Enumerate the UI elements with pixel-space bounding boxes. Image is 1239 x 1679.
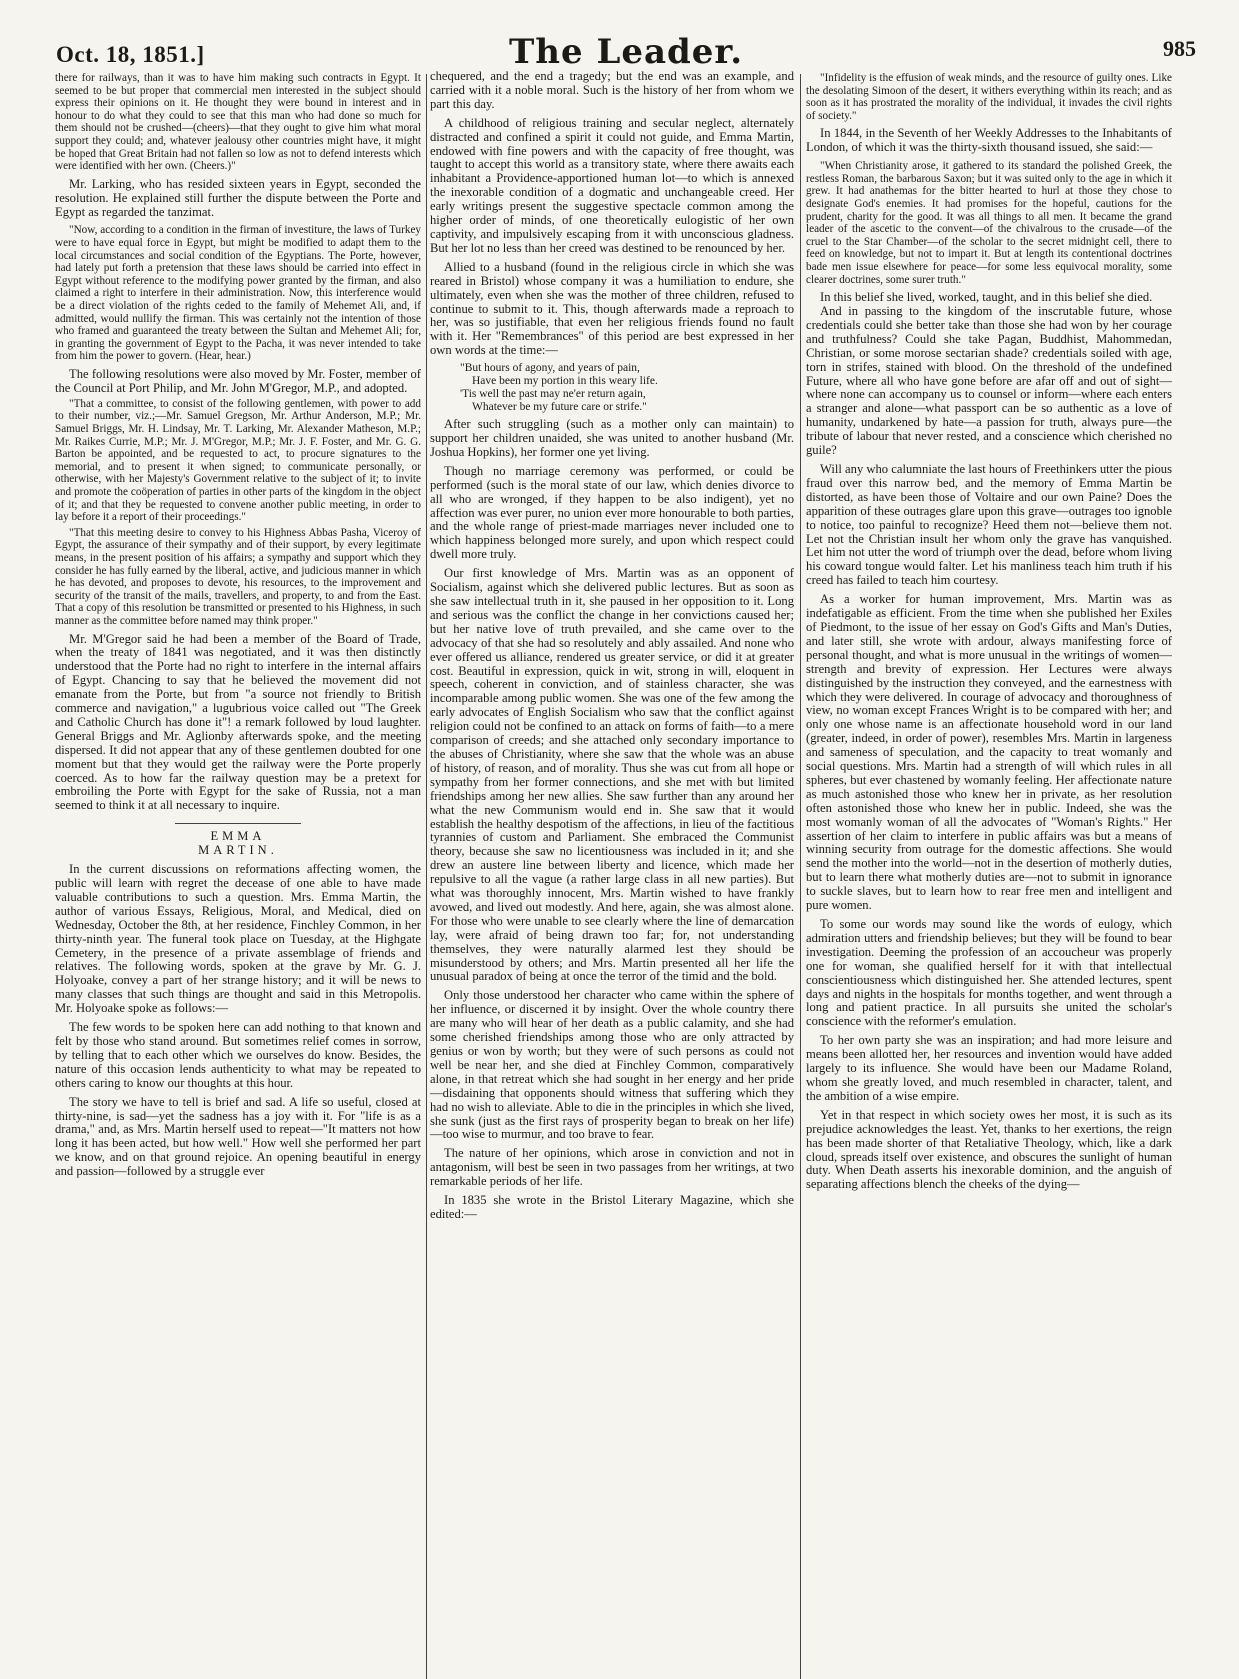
paragraph: Mr. Larking, who has resided sixteen years in Egypt, seconded the resolution. He explained still further the dispute between the Porte and Egypt as regarded the tanzimat.	[55, 176, 421, 219]
paragraph: Yet in that respect in which society owes her most, it is such as its prejudice acknowledges the least. Yet, thanks to her exertions, the reign has been made shorter of that Retaliative Theology, which, like a dark cloud, spreads itself over existence, and obscures the sunlight of human duty. When Death asserts his inexorable dominion, and the anguish of separating affections blench the cheeks of the dying—	[806, 1107, 1172, 1192]
page-header	[56, 28, 1196, 76]
poem	[460, 362, 794, 414]
paragraph: Mr. M'Gregor said he had been a member of the Board of Trade, when the treaty of 1841 was negotiated, and it was then distinctly understood that the Porte had no right to interfere in the internal affairs of Egypt. Chancing to say that he believed the movement did not emanate from the Porte, but from "a source not friendly to British commerce and navigation," a lugubrious voice called out "The Greek and Catholic Church has done it"! a remark followed by loud laughter. General Briggs and Mr. Aglionby afterwards spoke, and the meeting dispersed. It did not appear that any of these gentlemen doubted for one moment but that they would get the railway were the Porte properly coerced. As to how far the railway question may be a pretext for embroiling the Porte with Egypt for the sake of Russia, not a man seemed to think it at all necessary to inquire.	[55, 631, 421, 813]
paragraph: there for railways, than it was to have him making such contracts in Egypt. It seemed to be but proper that commercial men interested in the subject should express their opinions on it. He thought they were bound in interest and in honour to do what they could to see that this man who had done so much for them should not be crushed—(cheers)—that they ought to give him what moral support they could; and, whatever jealousy other countries might have, it might be hoped that Great Britain had not fallen so low as not to defend interests which were identified with her own. (Cheers.)"	[55, 72, 421, 173]
page-number: 985	[1163, 36, 1196, 61]
paragraph: And in passing to the kingdom of the inscrutable future, whose credentials could she better take than those she had won by her courage and truthfulness? Could she take Pagan, Buddhist, Mahommedan, Christian, or some morose sectarian shade? credentials soiled with age, torn in strifes, stained with blood. On the threshold of the undefined Future, where all who have gone before are afar off and out of sight—where none can accompany us to counsel or inform—where each enters a stranger and alone—what passport can be so authentic as a love of humanity, undarkened by hate—a passion for truth, always pure—the tribute of labour that never rested, and a conscience which cherished no guile?	[806, 304, 1172, 458]
quote-paragraph: "Now, according to a condition in the firman of investiture, the laws of Turkey were to have equal force in Egypt, but might be modified to adapt them to the local circumstances and social condition of the Egyptians. The Porte, however, had lately put forth a pretension that these laws should be carried into effect in Egypt without reference to the modifying power granted by the firman, and also claimed a right to interfere in their administration. Now, this interference would be a direct violation of the rights ceded to the family of Mehemet Ali, and, if admitted, would nullify the firman. This was certainly not the intention of those who framed and guaranteed the treaty between the Sultan and Mehemet Ali; for, in granting the government of Egypt to the Pacha, it was never intended to take from him the power to govern. (Hear, hear.)	[55, 224, 421, 363]
paragraph: In the current discussions on reformations affecting women, the public will learn with regret the decease of one able to have made valuable contributions to such a question. Mrs. Emma Martin, the author of various Essays, Religious, Moral, and Medical, died on Wednesday, October the 8th, at her residence, Finchley Common, in her thirty-ninth year. The funeral took place on Tuesday, at the Highgate Cemetery, in the presence of a private assemblage of friends and relatives. The following words, spoken at the grave by Mr. G. J. Holyoake, convey a part of her strange history; and it will be news to many classes that such things are thought and said in this Metropolis. Mr. Holyoake spoke as follows:—	[55, 862, 421, 1016]
quote-paragraph: "Infidelity is the effusion of weak minds, and the resource of guilty ones. Like the desolating Simoon of the desert, it withers everything within its reach; and as soon as it has prostrated the morality of the individual, it invades the civil rights of society."	[806, 72, 1172, 122]
paragraph: A childhood of religious training and secular neglect, alternately distracted and confined a spirit it could not guide, and Emma Martin, endowed with fine powers and with the capacity of free thought, was taught to accept this world as a transitory state, where there awaits each inhabitant a Providence-apportioned human lot—to which is annexed the inexorable condition of a dogmatic and unchangeable creed. Her early writings present the suggestive spectacle common among the higher order of minds, of one theoretically eulogistic of her own captivity, and impulsively escaping from it with unconscious gladness. But her lot no less than her creed was destined to be renounced by her.	[430, 115, 794, 255]
quote-paragraph: "That a committee, to consist of the following gentlemen, with power to add to their number, viz.;—Mr. Samuel Gregson, Mr. Arthur Anderson, M.P.; Mr. Samuel Briggs, Mr. H. Lindsay, Mr. T. Larking, Mr. Alexander Matheson, M.P.; Mr. Raikes Currie, M.P.; Mr. J. M'Gregor, M.P.; Mr. J. F. Foster, and Mr. G. G. Barton be appointed, and be requested to act, to procure signatures to the memorial, and to present it when signed; to communicate personally, or otherwise, with her Majesty's Government relative to the subject of it; to invite and promote the coöperation of parties in other parts of the kingdom in the object of it; and that they be requested to convene another public meeting, in order to lay before it a report of their proceedings."	[55, 397, 421, 524]
poem-line: Have been my portion in this weary life.	[472, 375, 658, 388]
poem-line: 'Tis well the past may ne'er return again,	[460, 388, 646, 401]
column-left	[55, 70, 421, 1630]
paragraph: Our first knowledge of Mrs. Martin was as an opponent of Socialism, against which she delivered public lectures. But as soon as she saw intellectual truth in it, she paused in her opposition to it. Long and serious was the conflict the change in her convictions caused her; but her native love of truth prevailed, and she came over to the advocacy of that she had so resolutely and ably assailed. And none who ever offered us alliance, rendered us greater service, or did it at greater cost. Beautiful in expression, quick in wit, strong in will, eloquent in speech, coherent in conviction, and of stainless character, she was incomparable among public women. She was one of the few among the early advocates of English Socialism who saw that the conflict against religion could not be confined to an attack on forms of faith—to a mere comparison of creeds; and she attached only secondary importance to the abuses of Christianity, where she saw that the whole was an abuse of history, of reason, and of morality. Thus she was cut from all hope or sympathy from her former connections, and she met with but limited friendships among her new allies. She saw further than any around her what the new Communism would end in. She saw that it would establish the healthy despotism of the affections, in lieu of the factitious tyrannies of custom and Parliament. She embraced the Communist theory, because she saw no licentiousness was included in it; and she drew an austere line between liberty and licence, which made her repulsive to all the vague (a rather large class in all new parties). But what was thoroughly innocent, Mrs. Martin wished to have frankly avowed, and lived out modestly. And here, again, she was almost alone. For those who were unable to see clearly where the line of demarcation lay, were afraid of being drawn too far; for, not understanding themselves, they were naturally alarmed lest they should be misunderstood by others; and Mrs. Martin presented all her life the unusual paradox of being at once the terror of the timid and the bold.	[430, 566, 794, 984]
paragraph: The following resolutions were also moved by Mr. Foster, member of the Council at Port Philip, and Mr. John M'Gregor, M.P., and adopted.	[55, 367, 421, 395]
quote-paragraph: "That this meeting desire to convey to his Highness Abbas Pasha, Viceroy of Egypt, the assurance of their sympathy and of their support, by every legitimate means, in the present position of his affairs; a sympathy and support which they consider he has fully earned by the liberal, active, and judicious manner in which he has devoted, and proposes to devote, his resources, to the improvement and security of the transit of the mails, travellers, and property, to and from the East. That a copy of this resolution be transmitted or presented to his Highness, in such manner as the committee before named may think proper."	[55, 526, 421, 627]
column-right	[806, 70, 1172, 1630]
paragraph: In 1844, in the Seventh of her Weekly Addresses to the Inhabitants of London, of which it was the thirty-sixth thousand issued, she said:—	[806, 126, 1172, 155]
paragraph: In 1835 she wrote in the Bristol Literary Magazine, which she edited:—	[430, 1193, 794, 1221]
paragraph: Though no marriage ceremony was performed, or could be performed (such is the moral state of our law, which denies divorce to all who are wronged, if they happen to be also indigent), yet no affection was ever purer, no union ever more honourable to both parties, and the whole range of priest-made marriages never included one to which happiness belonged more surely, and upon which respect could dwell more truly.	[430, 463, 794, 562]
issue-date: Oct. 18, 1851.]	[56, 42, 205, 67]
paragraph: Allied to a husband (found in the religious circle in which she was reared in Bristol) whose company it was a humiliation to endure, she ultimately, even when she was the mother of three children, refused to continue to submit to it. This, though afterwards made a reproach to her, was so justifiable, that even her religious friends found no fault with it. Her "Remembrances" of this period are best expressed in her own words at the time:—	[430, 259, 794, 358]
paragraph: The few words to be spoken here can add nothing to that known and felt by those who stand around. But sometimes relief comes in sorrow, by telling that to each other which we ourselves do know. Besides, the nature of this occasion lends authenticity to what may be repeated to others caring to know our thoughts at this hour.	[55, 1020, 421, 1090]
paragraph: As a worker for human improvement, Mrs. Martin was as indefatigable as efficient. From the time when she published her Exiles of Piedmont, to the issue of her essay on God's Gifts and Man's Duties, and later still, she wrote with ardour, always manifesting force of personal thought, and what is more unusual in the writings of women—strength and brevity of expression. Her Lectures were always distinguished by the instruction they conveyed, and the earnestness with which they were delivered. In courage of advocacy and thoroughness of view, no woman except Frances Wright is to be compared with her; and only one whose name is an affectionate household word in our land (greater, indeed, in order of power), resembles Mrs. Martin in largeness and sameness of speculation, and the capacity to treat womanly and social questions. Mrs. Martin had a strength of will which rules in all spheres, but ever chastened by womanly feeling. Her affectionate nature as much astonished those who knew her in private, as her resolution often astonished those who knew her in public. Indeed, she was the most womanly woman of all the advocates of "Woman's Rights." Her assertion of her claim to interfere in public affairs was but a means of winning security from outrage for the domestic affections. She would send the mother into the world—not in the desertion of motherly duties, but to learn there what motherly duties are—not to submit in ignorance to suckle slaves, but to learn how to rear free men and intelligent and pure women.	[806, 592, 1172, 913]
paragraph: Only those understood her character who came within the sphere of her influence, or discerned it by insight. Over the whole country there are many who will hear of her death as a public calamity, and she had some cherished friendships among those who are only attracted by genius or won by worth; but they were of such persons as could not well be near her, and she died at Finchley Common, comparatively alone, in that retreat which she had sought in her energy and her pride—disdaining that opponents should witness that suffering which they had no wish to alleviate. Able to die in the principles in which she lived, she sunk (just as the first rays of prosperity began to break on her life)—too wise to murmur, and too brave to fear.	[430, 988, 794, 1142]
column-divider-right	[800, 74, 801, 1679]
paragraph: chequered, and the end a tragedy; but the end was an example, and carried with it a noble moral. Such is the history of her from whom we part this day.	[430, 70, 794, 111]
section-title: EMMA MARTIN.	[175, 823, 301, 858]
paragraph: To some our words may sound like the words of eulogy, which admiration utters and friendship believes; but they will be found to bear investigation. Deeming the profession of an accoucheur was properly one for woman, she qualified herself for it with that intellectual conscientiousness which distinguished her. She attended lectures, spent days and nights in the hospitals for months together, and went through a long and patient practice. In all pursuits she united the scholar's conscience with the reformer's emulation.	[806, 917, 1172, 1029]
paragraph: The story we have to tell is brief and sad. A life so useful, closed at thirty-nine, is sad—yet the sadness has a joy with it. For "life is as a drama," and, as Mrs. Martin herself used to repeat—"It matters not how long it has been acted, but how well." How well she performed her part we know, and on that ground rejoice. An opening beautiful in energy and passion—followed by a struggle ever	[55, 1094, 421, 1179]
column-divider-left	[426, 74, 427, 1679]
quote-paragraph: "When Christianity arose, it gathered to its standard the polished Greek, the restless Roman, the barbarous Saxon; but it was suited only to the age in which it grew. It had anathemas for the bitter hearted to hurl at those they chose to designate God's enemies. It had promises for the hopeful, cautions for the prudent, charity for the good. It was all things to all men. It became the grand leader of the ascetic to the convent—of the chivalrous to the crusade—of the cruel to the Star Chamber—of the scholar to the secret midnight cell, there to feed on knowledge, but not to impart it. But at length its contentional doctrines bade men issue elsewhere for peace—for some less equivocal morality, some clearer doctrines, some surer truth."	[806, 160, 1172, 286]
poem-line: "But hours of agony, and years of pain,	[460, 362, 640, 375]
paragraph: After such struggling (such as a mother only can maintain) to support her children unaided, she was united to another husband (Mr. Joshua Hopkins), her former one yet living.	[430, 417, 794, 459]
column-middle	[430, 70, 794, 1630]
poem-line: Whatever be my future care or strife."	[472, 401, 647, 414]
paragraph: Will any who calumniate the last hours of Freethinkers utter the pious fraud over this narrow bed, and the memory of Emma Martin be distorted, as have been those of Voltaire and our own Paine? Does the apparition of these outrages glare upon this grave—outrages too ignoble to notice, too painful to recognize? Heed them not—believe them not. Let not the Christian insult her whom only the grave has vanquished. Let him not utter the word of triumph over the dead, before whom living his coward tongue would falter. Let his manliness teach him truth if his creed has failed to teach him courtesy.	[806, 462, 1172, 588]
paragraph: In this belief she lived, worked, taught, and in this belief she died.	[820, 290, 1153, 305]
paragraph: To her own party she was an inspiration; and had more leisure and means been allotted her, her resources and invention would have added largely to its influence. She would have been our Madame Roland, whom she greatly loved, and much resembled in character, talent, and the ambition of a wise empire.	[806, 1033, 1172, 1103]
masthead-title: The Leader.	[508, 32, 744, 72]
paragraph: The nature of her opinions, which arose in conviction and not in antagonism, will best be seen in two passages from her writings, at two remarkable periods of her life.	[430, 1146, 794, 1189]
